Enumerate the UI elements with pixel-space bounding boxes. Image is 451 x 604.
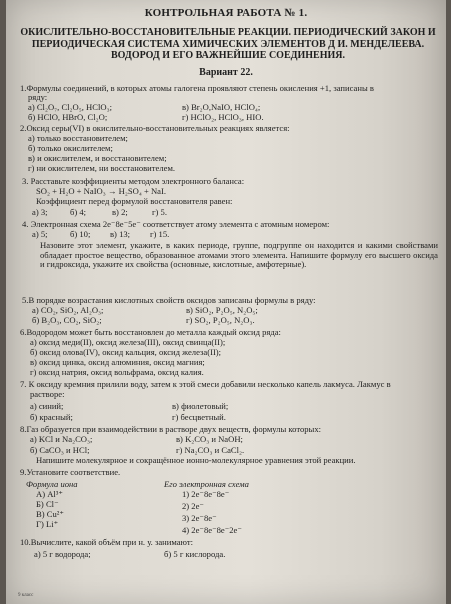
q4-stem: 4. Электронная схема 2e⁻8e⁻5e⁻ соответствует атому элемента с атомным номером: [22,219,330,229]
q2-option-a: а) только восстановителем; [28,133,128,143]
worksheet-page [6,0,446,604]
q1-option-a: а) Cl₂O₇, Cl₂O₅, HClO₃; [28,102,112,112]
q5-stem: 5.В порядке возрастания кислотных свойств оксидов записаны формулы в ряду: [22,295,316,305]
q3-option-b: б) 4; [70,207,87,217]
page-subtitle [20,27,436,62]
q9-ion: Б) Cl⁻ [36,499,59,509]
q3-option-v: в) 2; [112,207,128,217]
q5-option-b: б) B₂O₃, CO₂, SiO₂; [32,315,102,325]
q9-ion: А) Al³⁺ [36,489,63,499]
q9-scheme: 2) 2e⁻ [182,501,204,511]
q9-scheme: 1) 2e⁻8e⁻8e⁻ [182,489,230,499]
q5-option-v: в) SiO₂, P₂O₅, N₂O₅; [186,305,258,315]
q3-option-g: г) 5. [152,207,167,217]
q6-option-b: б) оксид олова(IV), оксид кальция, оксид железа(II); [30,347,222,357]
subtitle-line: ПЕРИОДИЧЕСКАЯ СИСТЕМА ХИМИЧЕСКИХ ЭЛЕМЕНТОВ Д И. МЕНДЕЛЕЕВА. [31,38,425,50]
q9-scheme: 4) 2e⁻8e⁻8e⁻2e⁻ [182,525,242,535]
q5-option-a: а) CO₂, SiO₂, Al₂O₃; [32,305,104,315]
q1-option-v: в) Br₂O,NaIO, HClO₄; [182,102,261,112]
q8-option-v: в) K₂CO₃ и NaOH; [176,434,243,444]
q9-col-head-ion: Формула иона [26,479,78,489]
q8-stem: 8.Газ образуется при взаимодействии в растворе двух веществ, формулы которых: [20,424,322,434]
q7-option-v: в) фиолетовый; [172,401,229,411]
q10-option-a: а) 5 г водорода; [34,549,91,559]
q8-option-b: б) CaCO₃ и HCl; [30,445,90,455]
q9-col-head-scheme: Его электронная схема [164,479,249,489]
q1-option-g: г) HClO₂, HClO₃, HIO. [182,112,264,122]
q4-option-a: а) 5; [32,229,48,239]
q3-equation: SO₂ + H₂O + NaIO₃ → H₂SO₄ + NaI. [36,186,167,196]
q8-option-g: г) Na₂CO₃ и CaCl₂. [176,445,245,455]
q3-stem: 3. Расставьте коэффициенты методом электронного баланса: [22,176,245,186]
q2-option-g: г) ни окислителем, ни восстановителем. [28,163,176,173]
q2-option-v: в) и окислителем, и восстановителем; [28,153,167,163]
q7-stem: 7. К оксиду кремния прилили воду, затем к этой смеси добавили несколько капель лакмуса. Лакмус в [20,379,391,389]
q3-option-a: а) 3; [32,207,48,217]
q4-task: Назовите этот элемент, укажите, в каких периоде, группе, подгруппе он находится и какими свойствами обладает простое вещество, образованное атомами этого элемента. Напишите формулу его высшего оксида и гидроксида, укажите их свойства (основные, кислотные, амфотерные). [40,240,438,270]
q2-stem: 2.Оксид серы(VI) в окислительно-восстановительных реакциях является: [20,123,290,133]
q3-subquestion: Коэффициент перед формулой восстановителя равен: [36,196,233,206]
q6-option-g: г) оксид натрия, оксид вольфрама, оксид калия. [30,367,204,377]
q8-note: Напишите молекулярное и сокращённое ионно-молекулярное уравнения этой реакции. [36,455,356,465]
q1-stem: 1.Формулы соединений, в которых атомы галогена проявляют степень окисления +1, записаны в [20,83,374,93]
q10-option-b: б) 5 г кислорода. [164,549,226,559]
q7-option-g: г) бесцветный. [172,412,226,422]
q9-ion: Г) Li⁺ [36,519,59,529]
q9-ion: В) Cu²⁺ [36,509,64,519]
subtitle-line: ВОДОРОД И ЕГО ВАЖНЕЙШИЕ СОЕДИНЕНИЯ. [110,50,346,61]
variant-heading: Вариант 22. [199,67,253,78]
q1-option-b: б) HClO, HBrO, Cl₂O; [28,112,108,122]
q4-option-v: в) 13; [110,229,131,239]
q9-scheme: 3) 2e⁻8e⁻ [182,513,217,523]
page-footer: 9 класс [18,593,34,598]
q4-option-g: г) 15. [150,229,170,239]
q9-stem: 9.Установите соответствие. [20,467,121,477]
q6-option-a: а) оксид меди(II), оксид железа(III), оксид свинца(II); [30,337,226,347]
q1-stem-cont: ряду: [28,92,48,102]
page-title: КОНТРОЛЬНАЯ РАБОТА № 1. [144,7,308,19]
q7-stem-cont: растворе: [30,389,65,399]
q8-option-a: а) KCl и Na₂CO₃; [30,434,93,444]
q4-option-b: б) 10; [70,229,91,239]
q6-option-v: в) оксид цинка, оксид алюминия, оксид магния; [30,357,205,367]
q6-stem: 6.Водородом может быть восстановлен до металла каждый оксид ряда: [20,327,281,337]
q7-option-a: а) синий; [30,401,64,411]
q2-option-b: б) только окислителем; [28,143,113,153]
q5-option-g: г) SO₂, P₂O₅, N₂O₃. [186,315,255,325]
subtitle-line: ОКИСЛИТЕЛЬНО-ВОССТАНОВИТЕЛЬНЫЕ РЕАКЦИИ. ПЕРИОДИЧЕСКИЙ ЗАКОН И [20,27,436,38]
q7-option-b: б) красный; [30,412,73,422]
q10-stem: 10.Вычислите, какой объём при н. у. занимают: [20,537,194,547]
